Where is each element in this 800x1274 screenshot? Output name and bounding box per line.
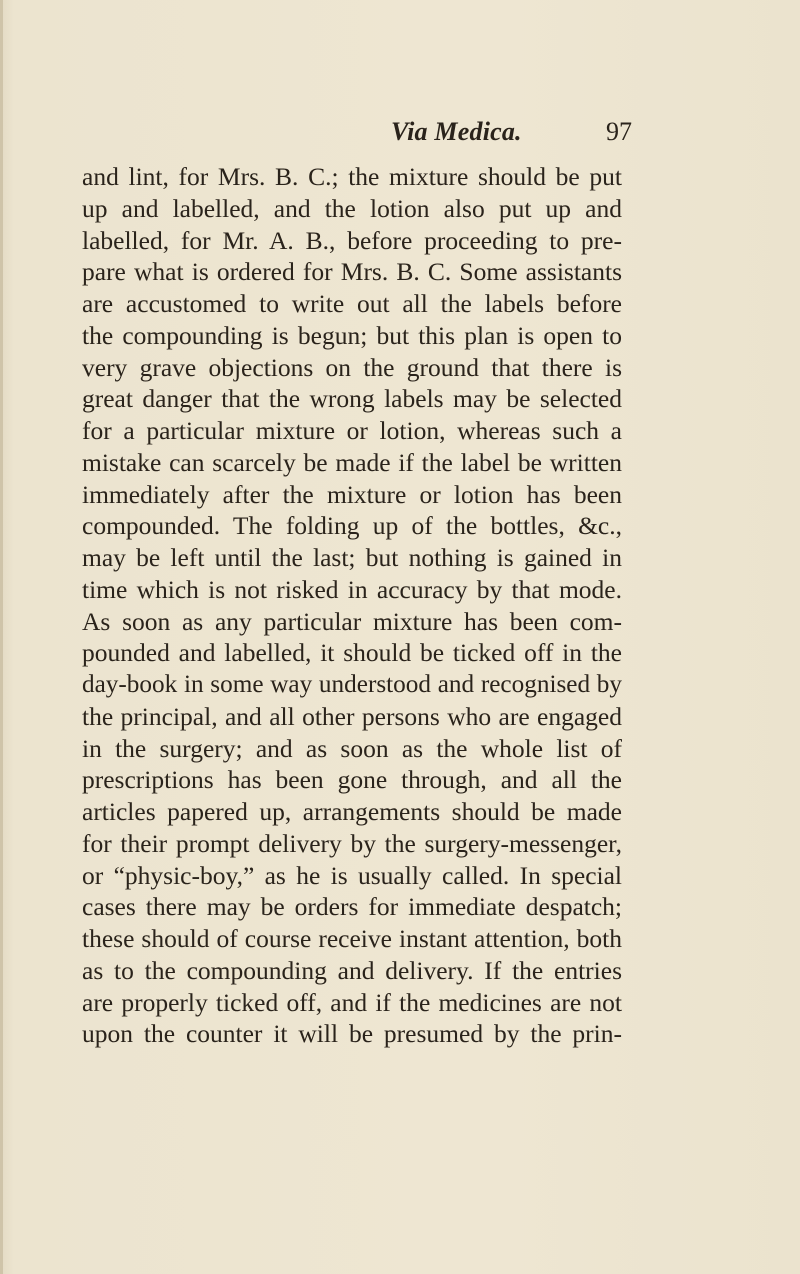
text-line: as to the compounding and delivery. If the entries [82, 955, 622, 985]
running-head-title: Via Medica. [391, 117, 522, 146]
text-line: upon the counter it will be presumed by the prin- [82, 1019, 622, 1049]
page-number: 97 [606, 117, 632, 146]
text-line: day-book in some way understood and recognised by [82, 671, 622, 698]
text-line: for their prompt delivery by the surgery-messenger, [82, 828, 622, 858]
text-line: are properly ticked off, and if the medicines are not [82, 987, 622, 1017]
text-line: prescriptions has been gone through, and all the [82, 765, 622, 795]
text-line: and lint, for Mrs. B. C.; the mixture should be put [82, 162, 622, 191]
text-line: may be left until the last; but nothing is gained in [82, 543, 622, 572]
text-line: cases there may be orders for immediate despatch; [82, 892, 622, 922]
text-line: labelled, for Mr. A. B., before proceeding to pre- [82, 225, 622, 255]
text-line: for a particular mixture or lotion, whereas such a [82, 416, 622, 445]
text-line: very grave objections on the ground that there is [82, 352, 622, 382]
text-line: or “physic-boy,” as he is usually called. In special [82, 860, 622, 890]
text-line: pare what is ordered for Mrs. B. C. Some assistants [82, 257, 622, 287]
text-line: the principal, and all other persons who are engaged [82, 701, 622, 731]
text-line: As soon as any particular mixture has been com- [82, 606, 622, 636]
page-binding-edge [0, 0, 3, 1274]
text-line: mistake can scarcely be made if the label be written [82, 447, 622, 477]
text-line: compounded. The folding up of the bottles, &c., [82, 511, 622, 541]
running-head [0, 117, 800, 147]
body-paragraph [82, 161, 622, 1050]
text-line: the compounding is begun; but this plan is open to [82, 320, 622, 350]
text-line: these should of course receive instant attention, both [82, 924, 622, 953]
text-line: time which is not risked in accuracy by that mode. [82, 574, 622, 604]
text-line: in the surgery; and as soon as the whole list of [82, 733, 622, 763]
text-line: immediately after the mixture or lotion has been [82, 479, 622, 509]
text-line: are accustomed to write out all the labels before [82, 289, 622, 318]
text-line: pounded and labelled, it should be ticked off in the [82, 638, 622, 668]
text-line: great danger that the wrong labels may be selected [82, 384, 622, 414]
text-line: articles papered up, arrangements should be made [82, 797, 622, 826]
text-line: up and labelled, and the lotion also put up and [82, 193, 622, 223]
